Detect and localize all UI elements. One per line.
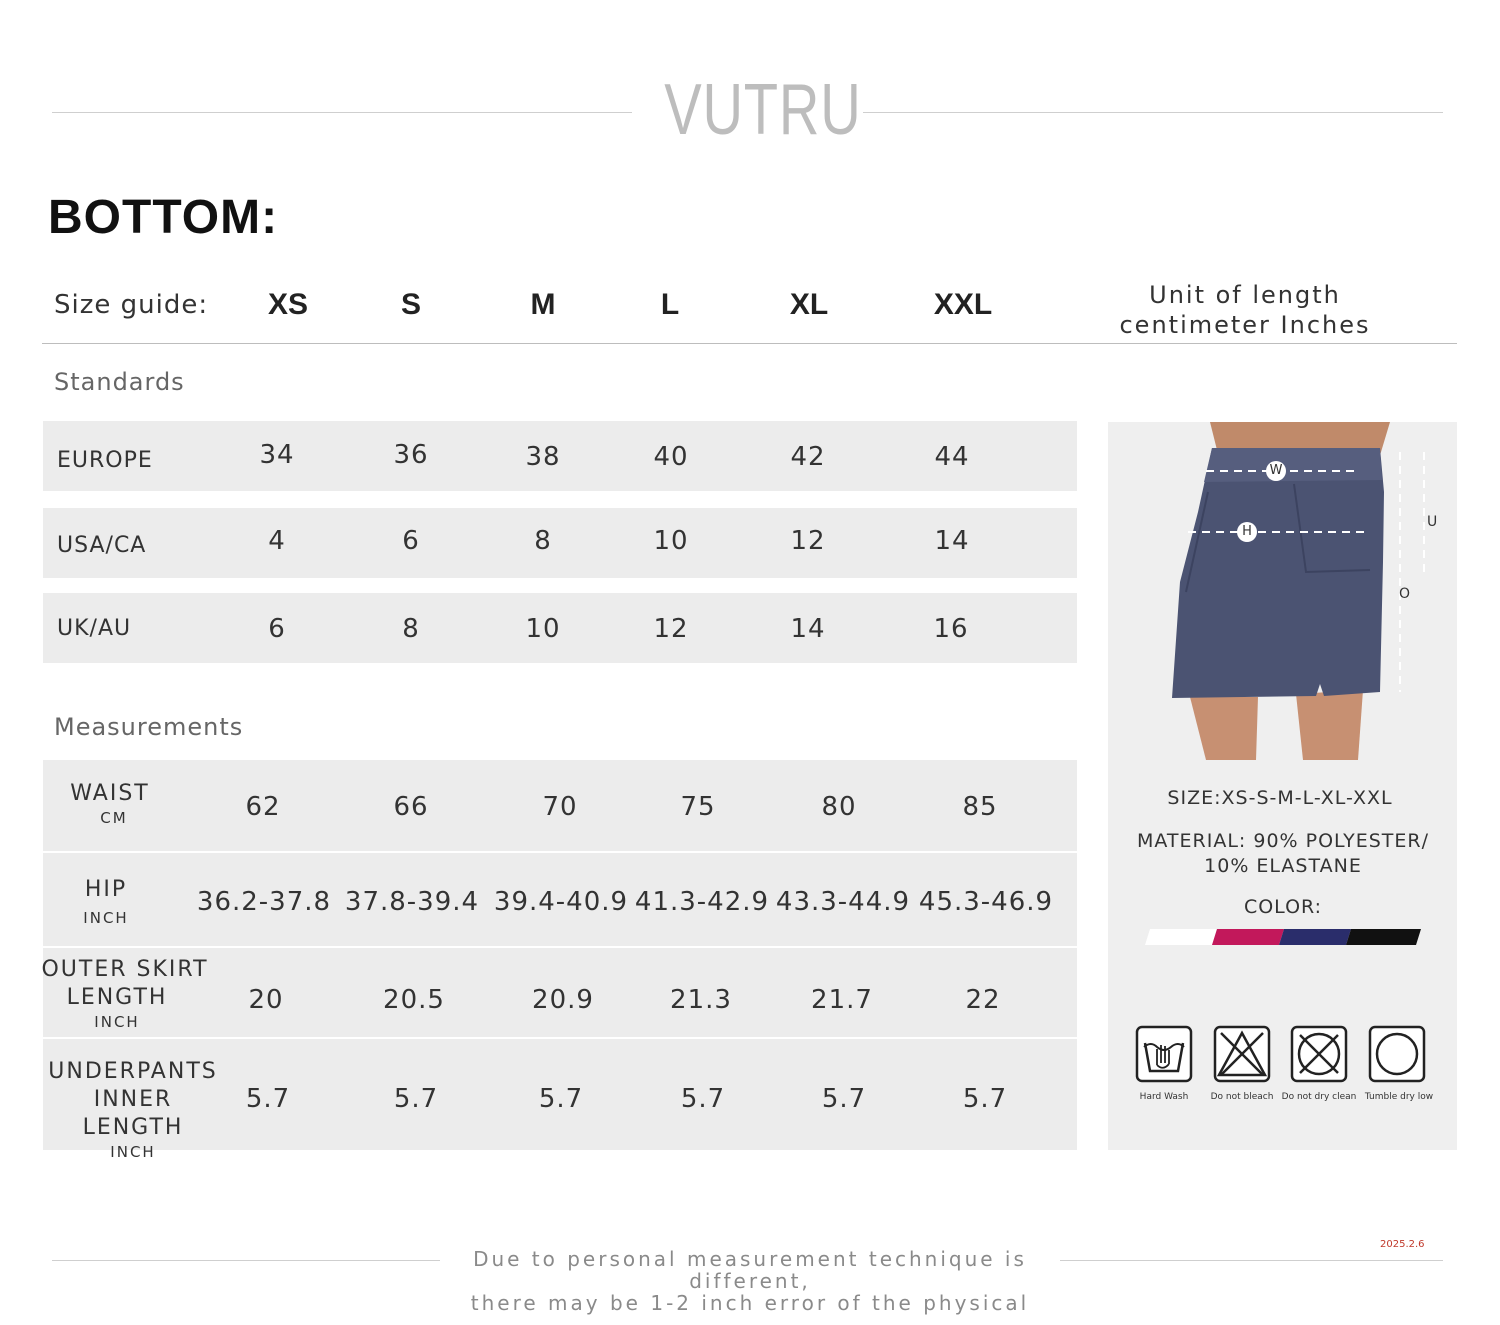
table-cell: 6 xyxy=(402,526,420,556)
table-cell: 14 xyxy=(934,526,970,556)
tumble-dry-low-icon xyxy=(1368,1025,1426,1083)
header-rule-left xyxy=(52,112,632,113)
table-cell: 5.7 xyxy=(393,1084,439,1114)
o-marker-label: O xyxy=(1399,586,1411,602)
hip-label xyxy=(16,876,196,928)
table-cell: 45.3-46.9 xyxy=(918,887,1054,917)
table-cell: 8 xyxy=(402,614,420,644)
material-line-1: MATERIAL: 90% POLYESTER/ xyxy=(1137,830,1429,852)
measurements-title: Measurements xyxy=(54,713,244,741)
footer-rule-left xyxy=(52,1260,440,1261)
table-cell: 16 xyxy=(933,614,969,644)
material-line-2: 10% ELASTANE xyxy=(1204,855,1362,877)
table-cell: 10 xyxy=(653,526,689,556)
table-cell: 6 xyxy=(268,614,286,644)
do-not-dry-clean-icon xyxy=(1290,1025,1348,1083)
leg-right xyxy=(1296,690,1363,760)
date-stamp: 2025.2.6 xyxy=(1380,1239,1425,1250)
color-swatch-pink xyxy=(1212,929,1284,945)
hip-marker-label: H xyxy=(1242,524,1252,539)
hand-wash-icon xyxy=(1135,1025,1193,1083)
table-cell: 70 xyxy=(542,792,578,822)
row-divider xyxy=(43,946,1077,948)
table-cell: 21.3 xyxy=(670,985,732,1015)
table-cell: 37.8-39.4 xyxy=(344,887,480,917)
footer-rule-right xyxy=(1060,1260,1443,1261)
table-cell: 8 xyxy=(534,526,552,556)
header-rule-right xyxy=(863,112,1443,113)
table-cell: 20.9 xyxy=(532,985,594,1015)
table-cell: 42 xyxy=(790,442,826,472)
table-cell: 5.7 xyxy=(680,1084,726,1114)
table-cell: 62 xyxy=(245,792,281,822)
table-cell: 41.3-42.9 xyxy=(634,887,770,917)
waist-label xyxy=(20,780,200,828)
table-cell: 12 xyxy=(653,614,689,644)
table-cell: 43.3-44.9 xyxy=(775,887,911,917)
table-cell: 22 xyxy=(965,985,1001,1015)
table-cell: 14 xyxy=(790,614,826,644)
size-range: SIZE:XS-S-M-L-XL-XXL xyxy=(1167,787,1393,809)
do-not-bleach-icon xyxy=(1213,1025,1271,1083)
row-unit: CM xyxy=(100,809,128,827)
row-label: LENGTH xyxy=(66,985,168,1010)
size-header-xxl: XXL xyxy=(933,288,993,321)
table-cell: 34 xyxy=(259,440,295,470)
care-label-do-not-dry-clean: Do not dry clean xyxy=(1281,1092,1357,1102)
table-cell: 20.5 xyxy=(383,985,445,1015)
table-cell: 21.7 xyxy=(811,985,873,1015)
care-label-tumble-dry-low: Tumble dry low xyxy=(1364,1092,1434,1102)
row-divider xyxy=(43,851,1077,853)
care-label-hand-wash: Hard Wash xyxy=(1139,1092,1189,1102)
table-cell: 85 xyxy=(962,792,998,822)
leg-left xyxy=(1190,697,1258,760)
material xyxy=(1110,829,1456,879)
waist-marker-label: W xyxy=(1269,463,1283,478)
table-cell: 5.7 xyxy=(962,1084,1008,1114)
waistband xyxy=(1204,448,1382,482)
disclaimer xyxy=(440,1248,1060,1314)
row-divider xyxy=(43,1037,1077,1039)
size-header-xl: XL xyxy=(789,288,829,321)
table-cell: 4 xyxy=(268,526,286,556)
row-unit: INCH xyxy=(83,909,129,927)
row-unit: INCH xyxy=(110,1143,156,1161)
table-cell: 12 xyxy=(790,526,826,556)
table-cell: 36.2-37.8 xyxy=(196,887,332,917)
header-divider xyxy=(42,343,1457,344)
size-guide-label: Size guide: xyxy=(54,290,209,320)
u-marker-label: U xyxy=(1427,514,1438,530)
table-cell: 66 xyxy=(393,792,429,822)
table-cell: 75 xyxy=(680,792,716,822)
row-label: WAIST xyxy=(70,781,150,806)
unit-line-2: centimeter Inches xyxy=(1119,311,1371,339)
unit-of-length xyxy=(1100,280,1390,340)
row-label: INNER LENGTH xyxy=(82,1087,184,1140)
row-label: HIP xyxy=(84,877,128,902)
table-cell: 38 xyxy=(525,442,561,472)
table-cell: 40 xyxy=(653,442,689,472)
row-label: EUROPE xyxy=(57,448,153,473)
care-label-do-not-bleach: Do not bleach xyxy=(1210,1092,1274,1102)
row-label: UNDERPANTS xyxy=(48,1059,218,1084)
table-cell: 36 xyxy=(393,440,429,470)
standards-title: Standards xyxy=(54,368,185,396)
table-cell: 39.4-40.9 xyxy=(493,887,629,917)
table-cell: 44 xyxy=(934,442,970,472)
size-header-l: L xyxy=(660,288,680,321)
row-label: UK/AU xyxy=(57,616,132,641)
row-label: USA/CA xyxy=(57,533,147,558)
table-cell: 5.7 xyxy=(245,1084,291,1114)
disclaimer-line-1: Due to personal measurement technique is different, xyxy=(473,1247,1027,1293)
unit-line-1: Unit of length xyxy=(1149,281,1341,309)
color-swatch-black xyxy=(1346,929,1421,945)
disclaimer-line-2: there may be 1-2 inch error of the physical xyxy=(470,1291,1030,1315)
row-label: OUTER SKIRT xyxy=(41,957,209,982)
table-cell: 5.7 xyxy=(821,1084,867,1114)
size-header-xs: XS xyxy=(267,288,309,321)
table-cell: 5.7 xyxy=(538,1084,584,1114)
size-header-s: S xyxy=(400,288,421,321)
color-swatch-white xyxy=(1145,929,1217,945)
table-cell: 20 xyxy=(248,985,284,1015)
table-cell: 10 xyxy=(525,614,561,644)
page-title: BOTTOM: xyxy=(48,191,279,244)
size-header-m: M xyxy=(530,288,556,321)
skirt-body xyxy=(1172,448,1384,698)
color-swatches xyxy=(1145,929,1425,946)
table-cell: 80 xyxy=(821,792,857,822)
color-swatch-navy xyxy=(1279,929,1351,945)
row-unit: INCH xyxy=(94,1013,140,1031)
color-label: COLOR: xyxy=(1243,896,1323,918)
outer-skirt-length-label xyxy=(35,956,215,1032)
brand-logo: VUTRU xyxy=(664,70,862,150)
